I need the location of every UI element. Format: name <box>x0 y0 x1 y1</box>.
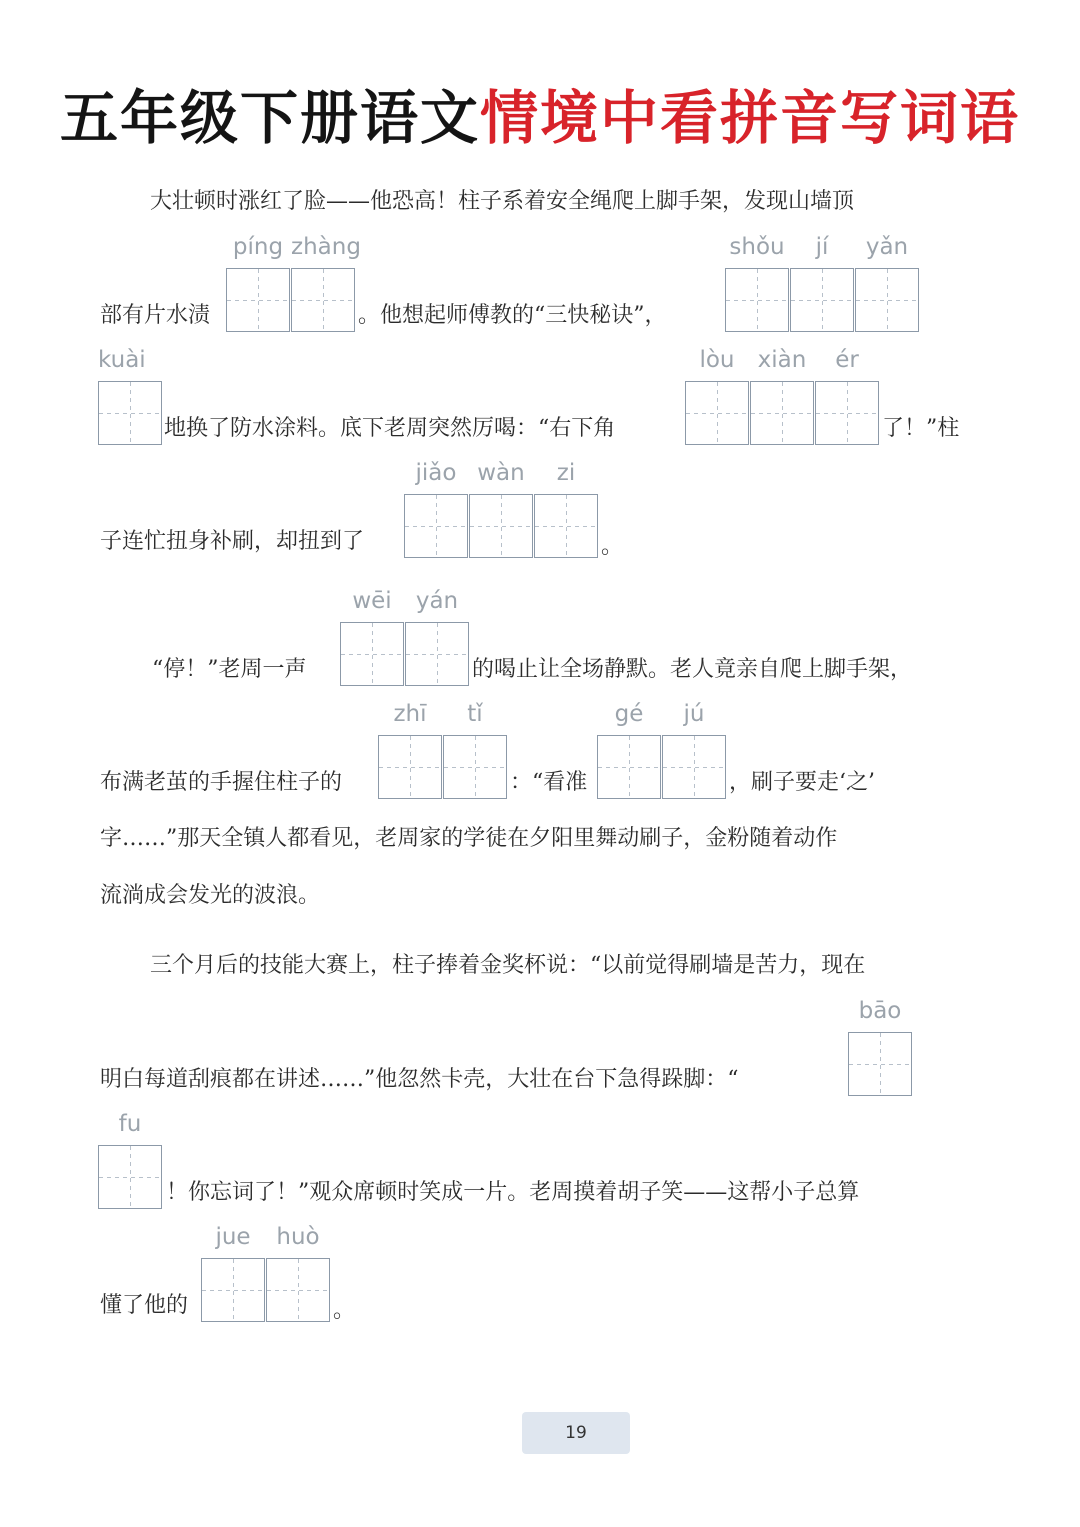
pinyin-label: jí <box>815 234 829 260</box>
answer-box[interactable] <box>404 494 468 558</box>
answer-box[interactable] <box>597 735 661 799</box>
page-title <box>0 78 1080 158</box>
pinyin-label: shǒu <box>729 234 785 260</box>
paragraph-line: 流淌成会发光的波浪。 <box>100 883 321 908</box>
pinyin-label: yán <box>415 588 459 614</box>
title-black-part: 五年级下册语文 <box>59 84 480 152</box>
pinyin-label: jue <box>215 1224 251 1250</box>
pinyin-label: zhàng <box>291 234 361 260</box>
answer-box[interactable] <box>226 268 290 332</box>
pinyin-label: píng <box>232 234 284 260</box>
answer-box[interactable] <box>469 494 533 558</box>
pinyin-label: xiàn <box>757 347 807 373</box>
paragraph-line: 大壮顿时涨红了脸——他恐高！柱子系着安全绳爬上脚手架，发现山墙顶 <box>150 189 855 214</box>
pinyin-label: kuài <box>98 347 146 373</box>
pinyin-label: yǎn <box>865 234 909 260</box>
pinyin-label: gé <box>614 701 644 727</box>
answer-box[interactable] <box>848 1032 912 1096</box>
paragraph-line: 。他想起师傅教的“三快秘诀”， <box>358 303 667 328</box>
answer-box[interactable] <box>266 1258 330 1322</box>
paragraph-line: 懂了他的 <box>100 1293 189 1318</box>
answer-box[interactable] <box>378 735 442 799</box>
answer-box[interactable] <box>855 268 919 332</box>
pinyin-label: ér <box>835 347 859 373</box>
page-number: 19 <box>522 1412 630 1454</box>
paragraph-line: 的喝止让全场静默。老人竟亲自爬上脚手架， <box>472 657 913 682</box>
pinyin-label: jiǎo <box>415 460 457 486</box>
title-red-part: 情境中看拼音写词语 <box>480 84 1021 152</box>
paragraph-line: 部有片水渍 <box>100 303 211 328</box>
pinyin-label: wēi <box>352 588 392 614</box>
paragraph-line: “停！”老周一声 <box>152 657 307 682</box>
answer-box[interactable] <box>340 622 404 686</box>
answer-box[interactable] <box>725 268 789 332</box>
pinyin-label: zi <box>556 460 576 486</box>
pinyin-label: bāo <box>858 998 902 1024</box>
paragraph-line: 地换了防水涂料。底下老周突然厉喝：“右下角 <box>164 416 616 441</box>
paragraph-line: ，刷子要走‘之’ <box>729 770 875 795</box>
paragraph-line: 字……”那天全镇人都看见，老周家的学徒在夕阳里舞动刷子，金粉随着动作 <box>100 826 838 851</box>
answer-box[interactable] <box>98 1145 162 1209</box>
answer-box[interactable] <box>291 268 355 332</box>
paragraph-line: 布满老茧的手握住柱子的 <box>100 770 343 795</box>
answer-box[interactable] <box>790 268 854 332</box>
pinyin-label: lòu <box>699 347 735 373</box>
paragraph-line: 三个月后的技能大赛上，柱子捧着金奖杯说：“以前觉得刷墙是苦力，现在 <box>150 953 866 978</box>
answer-box[interactable] <box>662 735 726 799</box>
paragraph-line: 了！”柱 <box>882 416 960 441</box>
paragraph-line: 明白每道刮痕都在讲述……”他忽然卡壳，大壮在台下急得跺脚：“ <box>100 1067 739 1092</box>
answer-box[interactable] <box>815 381 879 445</box>
answer-box[interactable] <box>685 381 749 445</box>
answer-box[interactable] <box>750 381 814 445</box>
paragraph-line: 。 <box>333 1298 356 1323</box>
answer-box[interactable] <box>405 622 469 686</box>
pinyin-label: fu <box>118 1111 142 1137</box>
pinyin-label: jú <box>683 701 705 727</box>
answer-box[interactable] <box>443 735 507 799</box>
answer-box[interactable] <box>201 1258 265 1322</box>
pinyin-label: huò <box>276 1224 320 1250</box>
pinyin-label: zhī <box>393 701 427 727</box>
paragraph-line: ：“看准 <box>510 770 588 795</box>
answer-box[interactable] <box>98 381 162 445</box>
paragraph-line: ！你忘词了！”观众席顿时笑成一片。老周摸着胡子笑——这帮小子总算 <box>166 1180 860 1205</box>
paragraph-line: 子连忙扭身补刷，却扭到了 <box>100 529 365 554</box>
pinyin-label: tǐ <box>467 701 483 727</box>
answer-box[interactable] <box>534 494 598 558</box>
pinyin-label: wàn <box>477 460 525 486</box>
paragraph-line: 。 <box>601 534 624 559</box>
